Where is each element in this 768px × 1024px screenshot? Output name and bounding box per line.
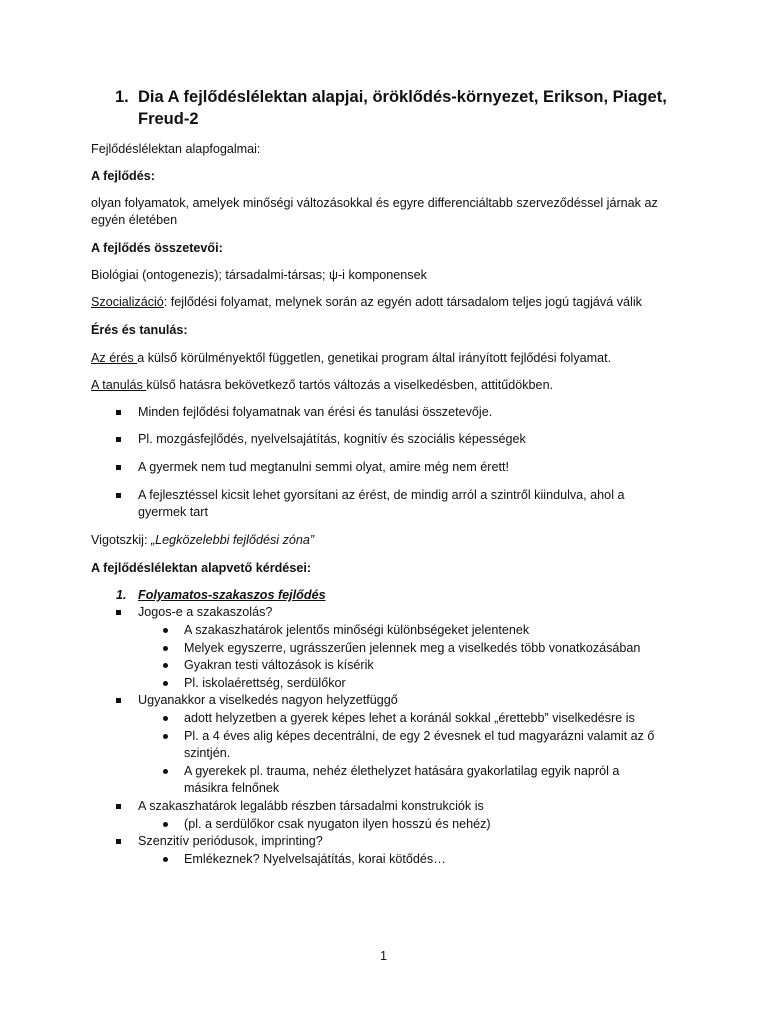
vigotszkij-quote: „Legközelebbi fejlődési zóna”: [150, 533, 315, 547]
intro-text: Fejlődéslélektan alapfogalmai:: [91, 142, 261, 156]
kerdes-bullet: Ugyanakkor a viselkedés nagyon helyzetfüggő: [138, 693, 398, 707]
vigotszkij-line: [91, 532, 314, 549]
eres-bullet: Pl. mozgásfejlődés, nyelvelsajátítás, kognitív és szociális képességek: [138, 432, 526, 446]
bullet-square: [116, 698, 121, 703]
bullet-square: [116, 437, 121, 442]
fejlodes-definition: olyan folyamatok, amelyek minőségi változásokkal és egyre differenciáltabb szerveződéssel járnak az egyén életében: [91, 196, 658, 227]
bullet-dot: [163, 646, 168, 651]
kerdes-bullet: Szenzitív periódusok, imprinting?: [138, 834, 323, 848]
kerdes-subbullet: (pl. a serdülőkor csak nyugaton ilyen hosszú és nehéz): [184, 817, 491, 831]
bullet-dot: [163, 716, 168, 721]
bullet-dot: [163, 628, 168, 633]
bullet-dot: [163, 822, 168, 827]
bullet-dot: [163, 663, 168, 668]
eres-text: a külső körülményektől független, genetikai program által irányított fejlődési folyamat.: [137, 351, 612, 365]
bullet-square: [116, 839, 121, 844]
tanulas-text: külső hatásra bekövetkező tartós változás a viselkedésben, attitűdökben.: [146, 378, 554, 392]
page-number: 1: [380, 949, 388, 963]
bullet-dot: [163, 857, 168, 862]
bullet-square: [116, 610, 121, 615]
eres-label: Érés és tanulás:: [91, 323, 188, 337]
eres-bullet: Minden fejlődési folyamatnak van érési és tanulási összetevője.: [138, 405, 493, 419]
bullet-square: [116, 465, 121, 470]
kerdes-subbullet: adott helyzetben a gyerek képes lehet a koránál sokkal „érettebb” viselkedésre is: [184, 711, 635, 725]
kerdesek-label: A fejlődéslélektan alapvető kérdései:: [91, 561, 312, 575]
osszetevok-label: A fejlődés összetevői:: [91, 241, 223, 255]
vigotszkij-name: Vigotszkij:: [91, 533, 151, 547]
kerdes-title: Folyamatos-szakaszos fejlődés: [138, 588, 326, 602]
szocializacio-term: Szocializáció: [91, 295, 164, 309]
kerdes-number: 1.: [116, 588, 127, 602]
heading-title: Dia A fejlődéslélektan alapjai, öröklődés-környezet, Erikson, Piaget, Freud-2: [138, 88, 667, 128]
kerdes-bullet: A szakaszhatárok legalább részben társadalmi konstrukciók is: [138, 799, 484, 813]
fejlodes-label: A fejlődés:: [91, 169, 155, 183]
heading-number: 1.: [115, 88, 129, 106]
eres-bullet: A fejlesztéssel kicsit lehet gyorsítani az érést, de mindig arról a szintről kiindulva, ahol a gyermek tart: [138, 488, 625, 519]
kerdes-subbullet: Emlékeznek? Nyelvelsajátítás, korai kötődés…: [184, 852, 446, 866]
tanulas-paragraph: [91, 377, 553, 394]
kerdes-bullet: Jogos-e a szakaszolás?: [138, 605, 273, 619]
tanulas-term: A tanulás: [91, 378, 147, 392]
bullet-square: [116, 410, 121, 415]
kerdes-subbullet: Pl. iskolaérettség, serdülőkor: [184, 676, 346, 690]
szocializacio-text: : fejlődési folyamat, melynek során az egyén adott társadalom teljes jogú tagjává válik: [163, 295, 642, 309]
osszetevok-text: Biológiai (ontogenezis); társadalmi-társas; ψ-i komponensek: [91, 268, 427, 282]
kerdes-subbullet: A szakaszhatárok jelentős minőségi különbségeket jelentenek: [184, 623, 530, 637]
eres-paragraph: [91, 350, 611, 367]
szocializacio-paragraph: [91, 294, 642, 311]
bullet-dot: [163, 769, 168, 774]
kerdes-subbullet: A gyerekek pl. trauma, nehéz élethelyzet hatására gyakorlatilag egyik napról a másikra felnőnek: [184, 764, 620, 795]
kerdes-subbullet: Pl. a 4 éves alig képes decentrálni, de egy 2 évesnek el tud magyarázni valamit az ő szintjén.: [184, 729, 655, 760]
bullet-square: [116, 804, 121, 809]
eres-term: Az érés: [91, 351, 138, 365]
kerdes-subbullet: Melyek egyszerre, ugrásszerűen jelennek meg a viselkedés több vonatkozásában: [184, 641, 641, 655]
bullet-dot: [163, 734, 168, 739]
kerdes-subbullet: Gyakran testi változások is kísérik: [184, 658, 374, 672]
eres-bullet: A gyermek nem tud megtanulni semmi olyat, amire még nem érett!: [138, 460, 509, 474]
bullet-dot: [163, 681, 168, 686]
bullet-square: [116, 493, 121, 498]
